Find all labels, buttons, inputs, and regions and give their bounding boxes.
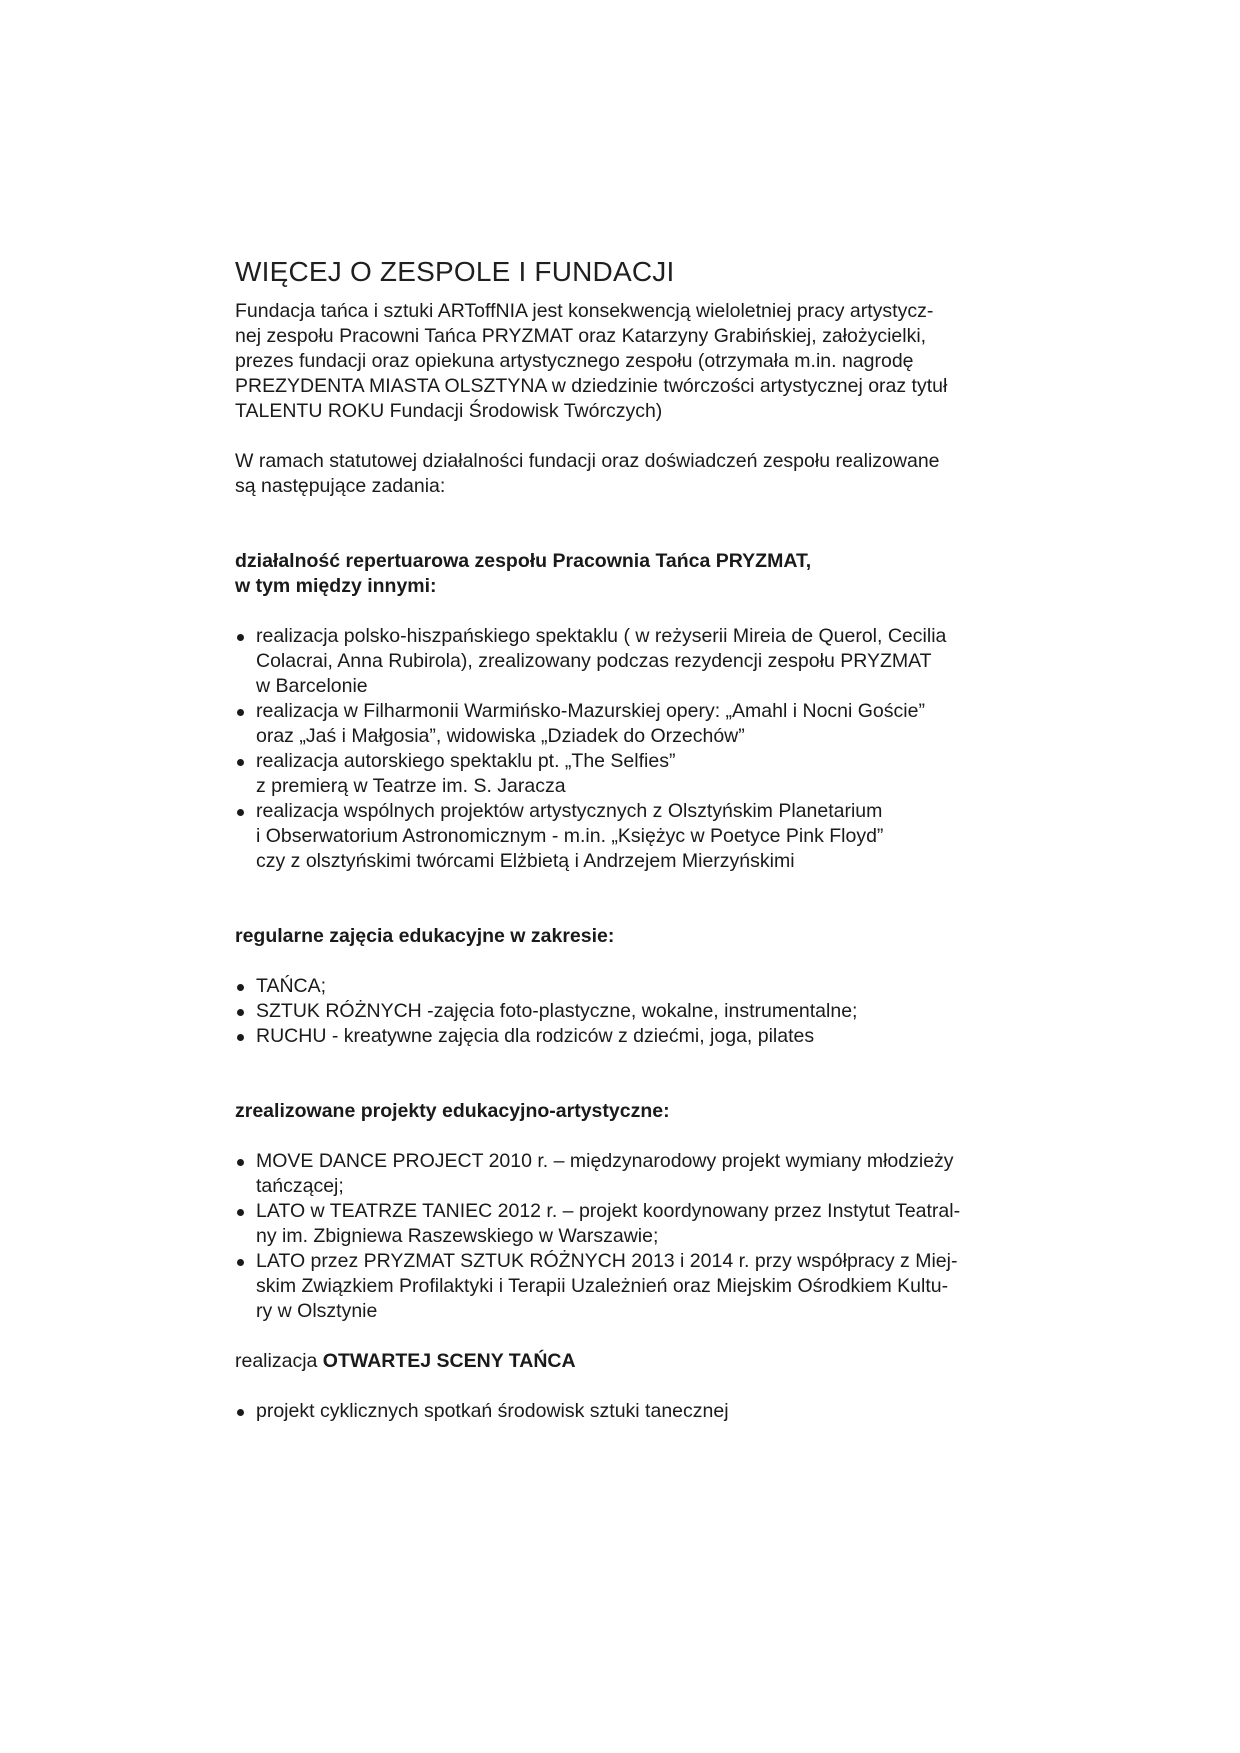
list-item bbox=[235, 1399, 1005, 1424]
section-repertoire-heading bbox=[235, 549, 1005, 599]
education-list bbox=[235, 974, 1005, 1049]
bullet-icon bbox=[237, 1009, 244, 1016]
list-item-line: LATO przez PRYZMAT SZTUK RÓŻNYCH 2013 i 2014 r. przy współpracy z Miej- bbox=[256, 1250, 958, 1272]
section-projects-heading: zrealizowane projekty edukacyjno-artystyczne: bbox=[235, 1100, 670, 1122]
tasks-line: są następujące zadania: bbox=[235, 475, 446, 497]
tasks-paragraph bbox=[235, 449, 1005, 499]
list-item-line: LATO w TEATRZE TANIEC 2012 r. – projekt koordynowany przez Instytut Teatral- bbox=[256, 1200, 961, 1222]
list-item-line: projekt cyklicznych spotkań środowisk sztuki tanecznej bbox=[256, 1400, 729, 1422]
bullet-icon bbox=[237, 1259, 244, 1266]
list-item-line: z premierą w Teatrze im. S. Jaracza bbox=[256, 775, 566, 797]
list-item-line: ny im. Zbigniewa Raszewskiego w Warszawie; bbox=[256, 1225, 659, 1247]
heading-emphasis: OTWARTEJ SCENY TAŃCA bbox=[322, 1350, 576, 1372]
bullet-icon bbox=[237, 709, 244, 716]
open-stage-list bbox=[235, 1399, 1005, 1424]
bullet-icon bbox=[237, 634, 244, 641]
section-open-stage-heading bbox=[235, 1349, 1005, 1374]
list-item bbox=[235, 624, 1005, 699]
list-item bbox=[235, 1024, 1005, 1049]
intro-paragraph bbox=[235, 299, 1005, 424]
document-page bbox=[235, 255, 1005, 1424]
intro-line: PREZYDENTA MIASTA OLSZTYNA w dziedzinie twórczości artystycznej oraz tytuł bbox=[235, 375, 948, 397]
bullet-icon bbox=[237, 1159, 244, 1166]
page-title: WIĘCEJ O ZESPOLE I FUNDACJI bbox=[235, 256, 675, 287]
list-item-line: SZTUK RÓŻNYCH -zajęcia foto-plastyczne, wokalne, instrumentalne; bbox=[256, 1000, 858, 1022]
section-education-heading: regularne zajęcia edukacyjne w zakresie: bbox=[235, 925, 615, 947]
list-item-line: i Obserwatorium Astronomicznym - m.in. „Księżyc w Poetyce Pink Floyd” bbox=[256, 825, 884, 847]
list-item-line: czy z olsztyńskimi twórcami Elżbietą i Andrzejem Mierzyńskimi bbox=[256, 850, 795, 872]
tasks-line: W ramach statutowej działalności fundacji oraz doświadczeń zespołu realizowane bbox=[235, 450, 940, 472]
list-item-line: skim Związkiem Profilaktyki i Terapii Uzależnień oraz Miejskim Ośrodkiem Kultu- bbox=[256, 1275, 949, 1297]
list-item bbox=[235, 974, 1005, 999]
heading-prefix: realizacja bbox=[235, 1350, 323, 1372]
list-item-line: TAŃCA; bbox=[256, 975, 327, 997]
list-item bbox=[235, 999, 1005, 1024]
bullet-icon bbox=[237, 1409, 244, 1416]
list-item-line: realizacja autorskiego spektaklu pt. „The Selfies” bbox=[256, 750, 676, 772]
heading-line: działalność repertuarowa zespołu Pracownia Tańca PRYZMAT, bbox=[235, 550, 812, 572]
list-item-line: Colacrai, Anna Rubirola), zrealizowany podczas rezydencji zespołu PRYZMAT bbox=[256, 650, 932, 672]
list-item-line: tańczącej; bbox=[256, 1175, 344, 1197]
bullet-icon bbox=[237, 759, 244, 766]
bullet-icon bbox=[237, 984, 244, 991]
bullet-icon bbox=[237, 1209, 244, 1216]
list-item bbox=[235, 1249, 1005, 1324]
repertoire-list bbox=[235, 624, 1005, 874]
list-item-line: ry w Olsztynie bbox=[256, 1300, 378, 1322]
list-item-line: realizacja w Filharmonii Warmińsko-Mazurskiej opery: „Amahl i Nocni Goście” bbox=[256, 700, 925, 722]
list-item bbox=[235, 699, 1005, 749]
projects-list bbox=[235, 1149, 1005, 1324]
intro-line: nej zespołu Pracowni Tańca PRYZMAT oraz Katarzyny Grabińskiej, założycielki, bbox=[235, 325, 927, 347]
intro-line: prezes fundacji oraz opiekuna artystycznego zespołu (otrzymała m.in. nagrodę bbox=[235, 350, 914, 372]
list-item bbox=[235, 1149, 1005, 1199]
list-item-line: MOVE DANCE PROJECT 2010 r. – międzynarodowy projekt wymiany młodzieży bbox=[256, 1150, 954, 1172]
list-item-line: RUCHU - kreatywne zajęcia dla rodziców z dziećmi, joga, pilates bbox=[256, 1025, 815, 1047]
list-item-line: oraz „Jaś i Małgosia”, widowiska „Dziadek do Orzechów” bbox=[256, 725, 745, 747]
list-item-line: realizacja polsko-hiszpańskiego spektaklu ( w reżyserii Mireia de Querol, Cecilia bbox=[256, 625, 947, 647]
intro-line: Fundacja tańca i sztuki ARToffNIA jest konsekwencją wieloletniej pracy artystycz- bbox=[235, 300, 934, 322]
intro-line: TALENTU ROKU Fundacji Środowisk Twórczych) bbox=[235, 400, 663, 422]
list-item-line: realizacja wspólnych projektów artystycznych z Olsztyńskim Planetarium bbox=[256, 800, 883, 822]
list-item-line: w Barcelonie bbox=[256, 675, 368, 697]
bullet-icon bbox=[237, 1034, 244, 1041]
list-item bbox=[235, 799, 1005, 874]
heading-line: w tym między innymi: bbox=[235, 575, 437, 597]
list-item bbox=[235, 1199, 1005, 1249]
bullet-icon bbox=[237, 809, 244, 816]
list-item bbox=[235, 749, 1005, 799]
